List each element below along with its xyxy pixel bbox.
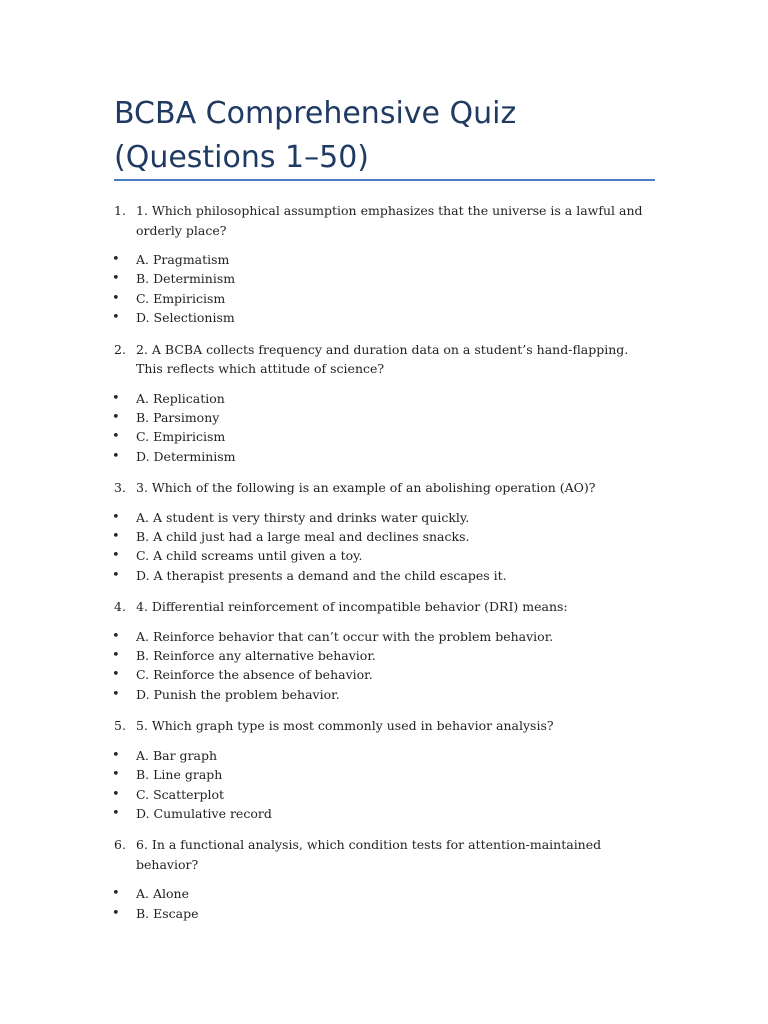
answer-options — [0, 250, 768, 328]
answer-option-text: B. Reinforce any alternative behavior. — [136, 648, 376, 664]
question-item — [0, 716, 768, 736]
answer-option — [0, 884, 768, 903]
answer-option — [0, 765, 768, 784]
question-item — [0, 478, 768, 498]
bullet-icon: • — [112, 628, 120, 644]
answer-option — [0, 804, 768, 823]
bullet-icon: • — [112, 310, 120, 326]
answer-option-text: D. Determinism — [136, 448, 236, 464]
question-number: 3. — [114, 480, 126, 496]
question-text: 1. Which philosophical assumption emphasizes that the universe is a lawful and orderly place? — [136, 203, 643, 238]
answer-option-text: C. Scatterplot — [136, 786, 225, 802]
answer-options — [0, 746, 768, 824]
answer-option — [0, 665, 768, 684]
bullet-icon: • — [112, 271, 120, 287]
bullet-icon: • — [112, 548, 120, 564]
answer-option-text: A. Reinforce behavior that can’t occur with the problem behavior. — [136, 628, 554, 644]
answer-option — [0, 508, 768, 527]
answer-option-text: A. Bar graph — [136, 747, 218, 763]
bullet-icon: • — [112, 667, 120, 683]
answer-option-text: D. A therapist presents a demand and the child escapes it. — [136, 567, 507, 583]
answer-options — [0, 508, 768, 586]
question-text: 2. A BCBA collects frequency and duration data on a student’s hand-flapping. This reflects which attitude of science? — [136, 341, 629, 377]
answer-option-text: D. Cumulative record — [136, 805, 272, 821]
bullet-icon: • — [112, 767, 120, 783]
question-item — [0, 597, 768, 617]
question-text: 5. Which graph type is most commonly used in behavior analysis? — [136, 718, 554, 734]
answer-option — [0, 250, 768, 269]
answer-option-text: C. Empiricism — [136, 429, 226, 445]
answer-option-text: B. Determinism — [136, 271, 236, 287]
bullet-icon: • — [112, 429, 120, 445]
bullet-icon: • — [112, 648, 120, 664]
question-number: 6. — [114, 837, 126, 853]
answer-option — [0, 785, 768, 804]
question-number: 4. — [114, 599, 126, 615]
bullet-icon: • — [112, 747, 120, 763]
bullet-icon: • — [112, 886, 120, 902]
answer-option — [0, 746, 768, 765]
answer-option-text: B. Line graph — [136, 767, 223, 783]
answer-option — [0, 646, 768, 665]
bullet-icon: • — [112, 905, 120, 921]
answer-option — [0, 566, 768, 585]
question-text: 4. Differential reinforcement of incompatible behavior (DRI) means: — [136, 599, 568, 615]
bullet-icon: • — [112, 448, 120, 464]
answer-option-text: A. Replication — [136, 390, 225, 406]
answer-option — [0, 389, 768, 408]
answer-option — [0, 427, 768, 446]
bullet-icon: • — [112, 529, 120, 545]
answer-option-text: B. Escape — [136, 905, 199, 921]
answer-option-text: A. A student is very thirsty and drinks water quickly. — [136, 509, 470, 525]
answer-option — [0, 289, 768, 308]
bullet-icon: • — [112, 290, 120, 306]
title-divider — [114, 179, 655, 181]
answer-option — [0, 904, 768, 923]
bullet-icon: • — [112, 567, 120, 583]
answer-option-text: A. Pragmatism — [136, 252, 230, 267]
question-number: 2. — [114, 341, 126, 357]
answer-options — [0, 389, 768, 467]
answer-option-text: C. A child screams until given a toy. — [136, 548, 363, 564]
answer-option — [0, 408, 768, 427]
answer-option-text: D. Punish the problem behavior. — [136, 686, 340, 702]
answer-option-text: B. A child just had a large meal and declines snacks. — [136, 529, 470, 545]
answer-options — [0, 627, 768, 705]
answer-option-text: D. Selectionism — [136, 310, 235, 326]
answer-option-text: C. Empiricism — [136, 290, 226, 306]
answer-option-text: A. Alone — [136, 886, 189, 902]
bullet-icon: • — [112, 786, 120, 802]
answer-option — [0, 447, 768, 466]
answer-option — [0, 527, 768, 546]
answer-option — [0, 546, 768, 565]
bullet-icon: • — [112, 509, 120, 525]
question-list — [0, 201, 768, 935]
question-number: 1. — [114, 203, 126, 218]
bullet-icon: • — [112, 390, 120, 406]
answer-option-text: C. Reinforce the absence of behavior. — [136, 667, 373, 683]
document-title: BCBA Comprehensive Quiz (Questions 1–50) — [114, 96, 517, 175]
answer-options — [0, 884, 768, 923]
answer-option — [0, 627, 768, 646]
bullet-icon: • — [112, 805, 120, 821]
question-item — [0, 201, 768, 240]
bullet-icon: • — [112, 686, 120, 702]
answer-option — [0, 685, 768, 704]
question-item — [0, 835, 768, 874]
answer-option-text: B. Parsimony — [136, 409, 220, 425]
answer-option — [0, 269, 768, 288]
bullet-icon: • — [112, 252, 120, 267]
question-number: 5. — [114, 718, 126, 734]
bullet-icon: • — [112, 409, 120, 425]
question-text: 3. Which of the following is an example of an abolishing operation (AO)? — [136, 480, 596, 496]
answer-option — [0, 308, 768, 327]
question-text: 6. In a functional analysis, which condition tests for attention-maintained behavior? — [136, 837, 602, 872]
question-item — [0, 340, 768, 379]
